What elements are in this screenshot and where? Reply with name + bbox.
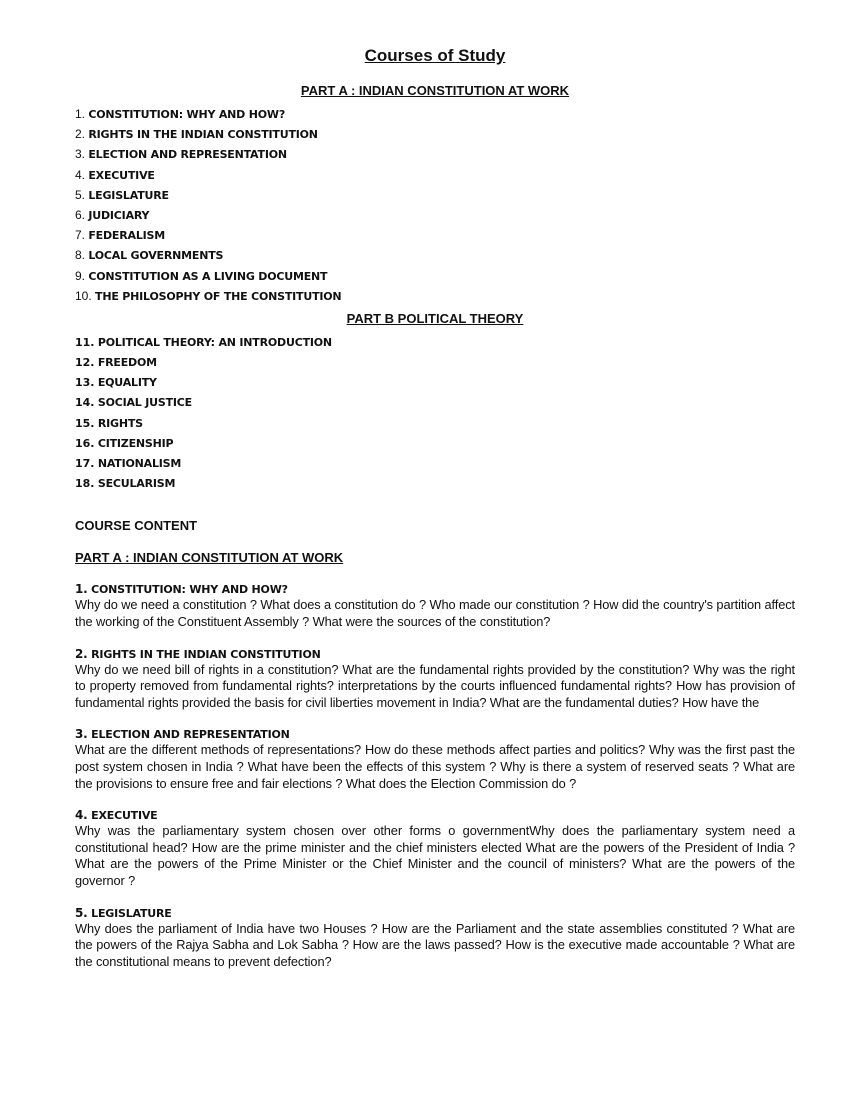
topic-label: ELECTION AND REPRESENTATION [88, 148, 287, 162]
topic-label: EQUALITY [97, 376, 157, 390]
topic-label: CONSTITUTION AS A LIVING DOCUMENT [88, 269, 328, 283]
topic-list-item [75, 453, 795, 473]
section-heading [75, 905, 795, 921]
content-section [75, 581, 795, 630]
document-title: Courses of Study [364, 46, 506, 65]
topic-number: 18. [75, 477, 95, 491]
topic-number: 6. [75, 207, 86, 222]
topic-number: 13. [75, 376, 95, 390]
section-title: EXECUTIVE [91, 809, 158, 823]
topic-list-item [75, 124, 795, 144]
topic-number: 2. [75, 127, 86, 142]
topic-list-item [75, 413, 795, 433]
topic-list-item [75, 286, 795, 306]
section-body: Why was the parliamentary system chosen over other forms o governmentWhy does the parliamentary system need a constitutional head? How are the prime minister and the chief ministers elected What are the powers of the President of India ? What are the powers of the Prime Minister or the Chief Minister and the council of ministers? What are the powers of the governor ? [75, 823, 795, 888]
topic-list-item [75, 266, 795, 286]
topic-label: JUDICIARY [88, 208, 150, 222]
part-a-heading: PART A : INDIAN CONSTITUTION AT WORK [300, 83, 570, 98]
section-title: CONSTITUTION: WHY AND HOW? [91, 583, 288, 597]
topic-list-item [75, 225, 795, 245]
section-number: 1. [75, 582, 88, 597]
topic-list-item [75, 245, 795, 265]
topic-list-item [75, 165, 795, 185]
section-title: RIGHTS IN THE INDIAN CONSTITUTION [91, 647, 321, 661]
topic-list-item [75, 205, 795, 225]
topic-list-item [75, 144, 795, 164]
topic-list-item [75, 372, 795, 392]
topic-list-item [75, 473, 795, 493]
topic-number: 10. [75, 288, 92, 303]
topic-label: EXECUTIVE [88, 168, 155, 182]
section-body: Why do we need bill of rights in a constitution? What are the fundamental rights provided by the constitution? Why was the right to property removed from fundamental rights? interpretations by the courts influenced fundamental rights? How has provision of fundamental rights provided the basis for civil liberties movement in India? What are the fundamental duties? How have the [75, 661, 795, 710]
topic-number: 3. [75, 147, 86, 162]
topic-label: FREEDOM [97, 356, 157, 370]
content-part-a-heading: PART A : INDIAN CONSTITUTION AT WORK [75, 550, 344, 566]
section-body: Why does the parliament of India have two Houses ? How are the Parliament and the state assemblies constituted ? What are the powers of the Rajya Sabha and Lok Sabha ? How are the laws passed? How is the executive made accountable ? What are the constitutional means to prevent defection? [75, 920, 795, 969]
topic-number: 15. [75, 416, 95, 430]
topic-list-item [75, 332, 795, 352]
part-a-topic-list [75, 104, 795, 306]
topic-list-item [75, 352, 795, 372]
topic-label: CITIZENSHIP [97, 436, 174, 450]
topic-list-item [75, 392, 795, 412]
topic-number: 9. [75, 268, 86, 283]
section-body: Why do we need a constitution ? What does a constitution do ? Who made our constitution ? How did the country's partition affect the working of the Constituent Assembly ? What were the sources of the constitution? [75, 597, 795, 629]
content-section [75, 726, 795, 792]
section-number: 4. [75, 808, 88, 823]
part-b-heading: PART B POLITICAL THEORY [346, 310, 524, 326]
topic-number: 1. [75, 107, 86, 121]
part-b-topic-list [75, 332, 795, 494]
section-title: ELECTION AND REPRESENTATION [91, 728, 290, 742]
topic-number: 12. [75, 356, 95, 370]
section-number: 3. [75, 727, 88, 742]
topic-label: FEDERALISM [88, 229, 165, 243]
document-page [75, 44, 795, 970]
section-heading [75, 581, 795, 597]
topic-list-item [75, 185, 795, 205]
topic-list-item [75, 104, 795, 124]
topic-number: 8. [75, 248, 86, 263]
topic-number: 17. [75, 457, 95, 470]
topic-label: POLITICAL THEORY: AN INTRODUCTION [97, 335, 332, 349]
topic-label: RIGHTS IN THE INDIAN CONSTITUTION [88, 128, 318, 142]
content-section [75, 807, 795, 889]
content-section [75, 646, 795, 712]
topic-label: CONSTITUTION: WHY AND HOW? [88, 108, 286, 121]
course-content-heading: COURSE CONTENT [75, 518, 198, 534]
section-heading [75, 807, 795, 823]
section-number: 5. [75, 905, 88, 920]
topic-number: 7. [75, 228, 86, 243]
topic-number: 4. [75, 167, 86, 182]
topic-number: 16. [75, 436, 95, 450]
section-title: LEGISLATURE [91, 906, 172, 920]
topic-label: NATIONALISM [97, 457, 182, 470]
content-section [75, 905, 795, 971]
topic-label: RIGHTS [97, 416, 143, 430]
topic-label: LEGISLATURE [88, 188, 169, 202]
section-number: 2. [75, 646, 88, 661]
topic-label: LOCAL GOVERNMENTS [88, 249, 224, 263]
topic-number: 5. [75, 187, 86, 202]
topic-number: 11. [75, 335, 95, 349]
section-body: What are the different methods of representations? How do these methods affect parties and politics? Why was the first past the post system chosen in India ? What have been the effects of this system ? Why is there a system of reserved seats ? What are the provisions to ensure free and fair elections ? What does the Election Commission do ? [75, 742, 795, 791]
section-heading [75, 646, 795, 662]
section-heading [75, 726, 795, 742]
topic-label: THE PHILOSOPHY OF THE CONSTITUTION [95, 289, 342, 303]
topic-number: 14. [75, 396, 95, 410]
topic-label: SECULARISM [97, 477, 176, 491]
topic-list-item [75, 433, 795, 453]
topic-label: SOCIAL JUSTICE [97, 396, 192, 410]
